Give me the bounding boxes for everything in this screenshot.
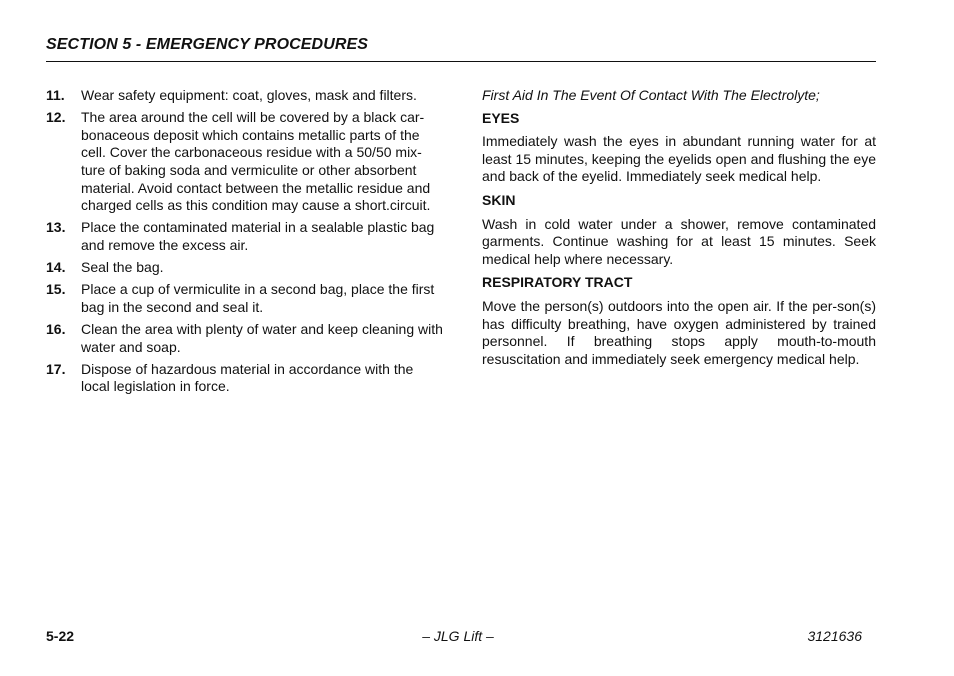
step-number: 13. [46,219,66,236]
step-item-11 [46,87,444,105]
procedure-steps-list [46,87,444,401]
header-divider [46,61,876,62]
footer-brand: – JLG Lift – [422,628,494,644]
respiratory-heading: RESPIRATORY TRACT [482,274,633,291]
step-text: The area around the cell will be covered by a black car-bonaceous deposit which contains metallic parts of the cell. Cover the carbonaceous residue with a 50/50 mix-ture of baking soda and vermiculite or other absorbent material. Avoid contact between the metallic residue and charged cells as this condition may cause a short.circuit. [81,109,431,214]
step-item-14 [46,259,444,277]
step-item-15 [46,281,444,316]
page-number: 5-22 [46,628,75,644]
respiratory-instructions: Move the person(s) outdoors into the open air. If the per-son(s) has difficulty breathing, have oxygen administered by trained personnel. If breathing stops apply mouth-to-mouth resuscitation and immediately seek emergency medical help. [482,297,876,367]
step-text: Dispose of hazardous material in accordance with the local legislation in force. [81,360,414,395]
eyes-instructions: Immediately wash the eyes in abundant running water for at least 15 minutes, keeping the eyelids open and flushing the eye and back of the eyelid. Immediately seek medical help. [482,133,876,185]
document-id: 3121636 [807,628,862,644]
step-number: 11. [46,87,65,103]
step-item-16 [46,321,444,356]
first-aid-section [482,87,876,374]
step-text: Wear safety equipment: coat, gloves, mask and filters. [81,87,417,103]
step-number: 16. [46,321,66,338]
step-text: Seal the bag. [81,259,164,276]
step-text: Place a cup of vermiculite in a second bag, place the first bag in the second and seal it. [81,281,435,315]
step-item-13 [46,219,444,254]
step-item-17 [46,361,444,396]
section-title: SECTION 5 - EMERGENCY PROCEDURES [46,36,369,53]
step-item-12 [46,109,444,215]
first-aid-intro: First Aid In The Event Of Contact With The Electrolyte; [482,87,820,103]
skin-instructions: Wash in cold water under a shower, remove contaminated garments. Continue washing for at least 15 minutes. Seek medical help where necessary. [482,215,876,267]
skin-heading: SKIN [482,191,516,208]
step-text: Place the contaminated material in a sealable plastic bag and remove the excess air. [81,219,435,253]
step-number: 12. [46,109,66,126]
step-number: 17. [46,360,66,377]
step-number: 14. [46,259,66,276]
step-text: Clean the area with plenty of water and keep cleaning with water and soap. [81,321,443,355]
eyes-heading: EYES [482,109,520,126]
step-number: 15. [46,281,66,298]
